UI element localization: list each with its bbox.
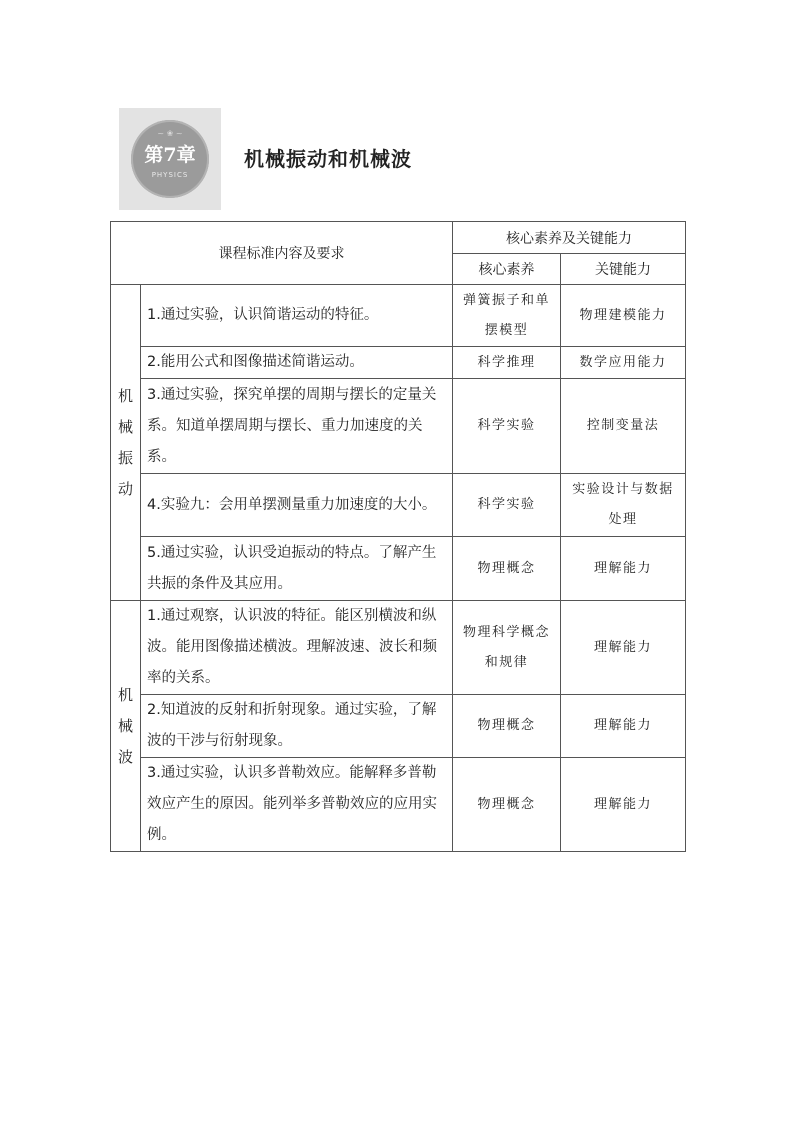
table-row: [111, 537, 686, 601]
key-ability-cell: 理解能力: [561, 695, 686, 758]
requirement-cell: 3.通过实验，探究单摆的周期与摆长的定量关系。知道单摆周期与摆长、重力加速度的关系。: [141, 379, 453, 474]
core-literacy-cell: 科学推理: [453, 347, 561, 379]
table-row: [111, 474, 686, 537]
header-requirements: 课程标准内容及要求: [111, 222, 453, 285]
key-ability-cell: 物理建模能力: [561, 285, 686, 347]
group-label-waves: [111, 601, 141, 852]
table-row: [111, 379, 686, 474]
key-ability-cell: 理解能力: [561, 537, 686, 601]
key-ability-cell: 控制变量法: [561, 379, 686, 474]
core-literacy-cell: 物理科学概念和规律: [453, 601, 561, 695]
group-name: 机械振动: [117, 386, 133, 498]
key-ability-cell: 数学应用能力: [561, 347, 686, 379]
chapter-badge: [119, 108, 221, 210]
requirement-cell: 5.通过实验，认识受迫振动的特点。了解产生共振的条件及其应用。: [141, 537, 453, 601]
group-label-vibration: [111, 285, 141, 601]
requirement-cell: 2.知道波的反射和折射现象。通过实验，了解波的干涉与衍射现象。: [141, 695, 453, 758]
table-row: [111, 347, 686, 379]
requirement-cell: 4.实验九：会用单摆测量重力加速度的大小。: [141, 474, 453, 537]
key-ability-cell: 实验设计与数据处理: [561, 474, 686, 537]
header-competence-group: 核心素养及关键能力: [453, 222, 686, 254]
core-literacy-cell: 物理概念: [453, 758, 561, 852]
requirement-cell: 3.通过实验，认识多普勒效应。能解释多普勒效应产生的原因。能列举多普勒效应的应用实例。: [141, 758, 453, 852]
header-core-literacy: 核心素养: [453, 254, 561, 285]
badge-subject: PHYSICS: [151, 171, 189, 179]
core-literacy-cell: 物理概念: [453, 537, 561, 601]
group-name: 机械波: [117, 685, 133, 766]
chapter-title: 机械振动和机械波: [244, 147, 412, 171]
requirement-cell: 1.通过观察，认识波的特征。能区别横波和纵波。能用图像描述横波。理解波速、波长和频率的关系。: [141, 601, 453, 695]
core-literacy-cell: 弹簧振子和单摆模型: [453, 285, 561, 347]
requirement-cell: 1.通过实验，认识简谐运动的特征。: [141, 285, 453, 347]
requirement-cell: 2.能用公式和图像描述简谐运动。: [141, 347, 453, 379]
header-row: [111, 222, 686, 254]
badge-chapter-number: 第7章: [144, 144, 196, 166]
curriculum-table: [110, 221, 686, 852]
core-literacy-cell: 物理概念: [453, 695, 561, 758]
table-row: [111, 758, 686, 852]
chapter-badge-circle: [131, 120, 209, 198]
table-row: [111, 695, 686, 758]
key-ability-cell: 理解能力: [561, 758, 686, 852]
table-row: [111, 601, 686, 695]
header-key-ability: 关键能力: [561, 254, 686, 285]
badge-ornament: ~ ❀ ~: [157, 129, 183, 138]
table-row: [111, 285, 686, 347]
core-literacy-cell: 科学实验: [453, 379, 561, 474]
core-literacy-cell: 科学实验: [453, 474, 561, 537]
key-ability-cell: 理解能力: [561, 601, 686, 695]
